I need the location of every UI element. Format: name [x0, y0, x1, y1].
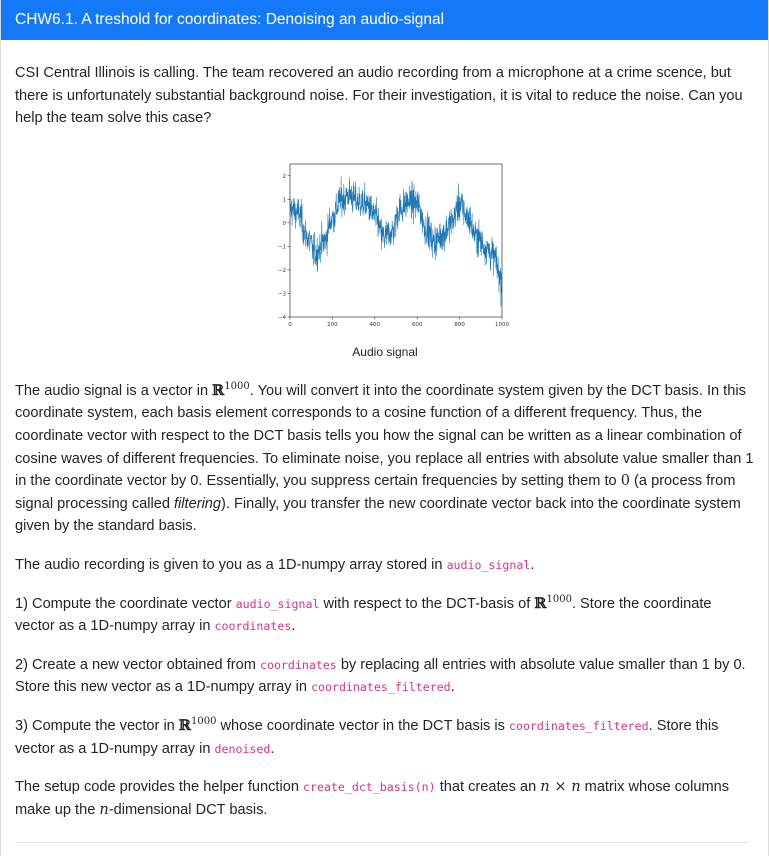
filtering-term: filtering — [174, 495, 222, 512]
helper-function-paragraph: The setup code provides the helper function create_dct_basis(n) that creates an n × n matrix whose columns make up the n-dimensional DCT basis. — [15, 778, 730, 818]
bottom-divider — [15, 842, 748, 843]
step-2: 2) Create a new vector obtained from coordinates by replacing all entries with absolute value smaller than 1 by 0. Store this new vector as a 1D-numpy array in coordinates_filtered. — [15, 656, 746, 696]
coordinates-filtered-variable: coordinates_filtered — [509, 718, 649, 733]
x-tick-label: 400 — [369, 321, 381, 328]
y-tick-label: −4 — [277, 314, 286, 321]
y-tick-label: −2 — [277, 267, 286, 274]
dct-explanation-paragraph: The audio signal is a vector in ℝ$^{1000}$. You will convert it into the coordinate system given by the DCT basis. In this coordinate system, each basis element corresponds to a cosine function of a different frequency. Thus, the coordinate vector with respect to the DCT basis tells you how the signal can be written as a linear combination of cosine waves of different frequencies. To eliminate noise, you replace all entries with absolute value smaller than 1 in the coordinate vector by 0. Essentially, you suppress certain frequencies by setting them to 0 (a process from signal processing called filtering). Finally, you transfer the new coordinate vector back into the coordinate system given by the standard basis. — [15, 380, 754, 535]
step-3: 3) Compute the vector in ℝ$^{1000}$ whose coordinate vector in the DCT basis is coordinates_filtered. Store this vector as a 1D-numpy array in denoised. — [15, 716, 719, 757]
y-tick-label: −3 — [277, 291, 286, 298]
y-tick-label: −1 — [277, 244, 286, 251]
x-tick-label: 200 — [327, 321, 338, 328]
real-numbers-symbol: ℝ — [212, 381, 225, 399]
dimension-exponent: 1000 — [224, 380, 250, 392]
audio-signal-line — [290, 176, 502, 307]
figure-caption: Audio signal — [352, 344, 418, 359]
y-tick-label: 2 — [282, 173, 286, 180]
n-by-n-math: n × n — [540, 778, 581, 796]
denoised-variable: denoised — [214, 741, 271, 756]
audio-signal-chart — [260, 156, 510, 341]
x-tick-label: 600 — [411, 321, 423, 328]
zero-math: 0 — [620, 472, 630, 490]
x-tick-label: 0 — [288, 321, 292, 328]
audio-signal-figure — [15, 156, 755, 360]
create-dct-basis-function: create_dct_basis(n) — [303, 780, 436, 795]
coordinates-variable: coordinates — [214, 619, 292, 634]
intro-paragraph: CSI Central Illinois is calling. The team recovered an audio recording from a microphone at a crime scence, but there is unfortunately substantial background noise. For their investigation, it is vital to reduce the noise. Can you help the team solve this case? — [15, 65, 743, 127]
step-1: 1) Compute the coordinate vector audio_signal with respect to the DCT-basis of ℝ$^{1000}$. Store the coordinate vector as a 1D-numpy array in coordinates. — [15, 593, 712, 635]
recording-paragraph: The audio recording is given to you as a 1D-numpy array stored in audio_signal. — [15, 556, 535, 573]
n-math: n — [99, 800, 109, 818]
coordinates-variable: coordinates — [259, 657, 337, 672]
y-tick-label: 0 — [282, 220, 286, 227]
question-title: CHW6.1. A treshold for coordinates: Denoising an audio-signal — [1, 0, 768, 40]
y-tick-label: 1 — [282, 197, 286, 204]
audio-signal-variable: audio_signal — [235, 596, 320, 611]
x-tick-label: 800 — [454, 321, 465, 328]
coordinates-filtered-variable: coordinates_filtered — [311, 680, 451, 695]
question-body — [1, 40, 768, 821]
audio-signal-variable: audio_signal — [446, 557, 531, 572]
x-tick-label: 1000 — [495, 321, 509, 328]
